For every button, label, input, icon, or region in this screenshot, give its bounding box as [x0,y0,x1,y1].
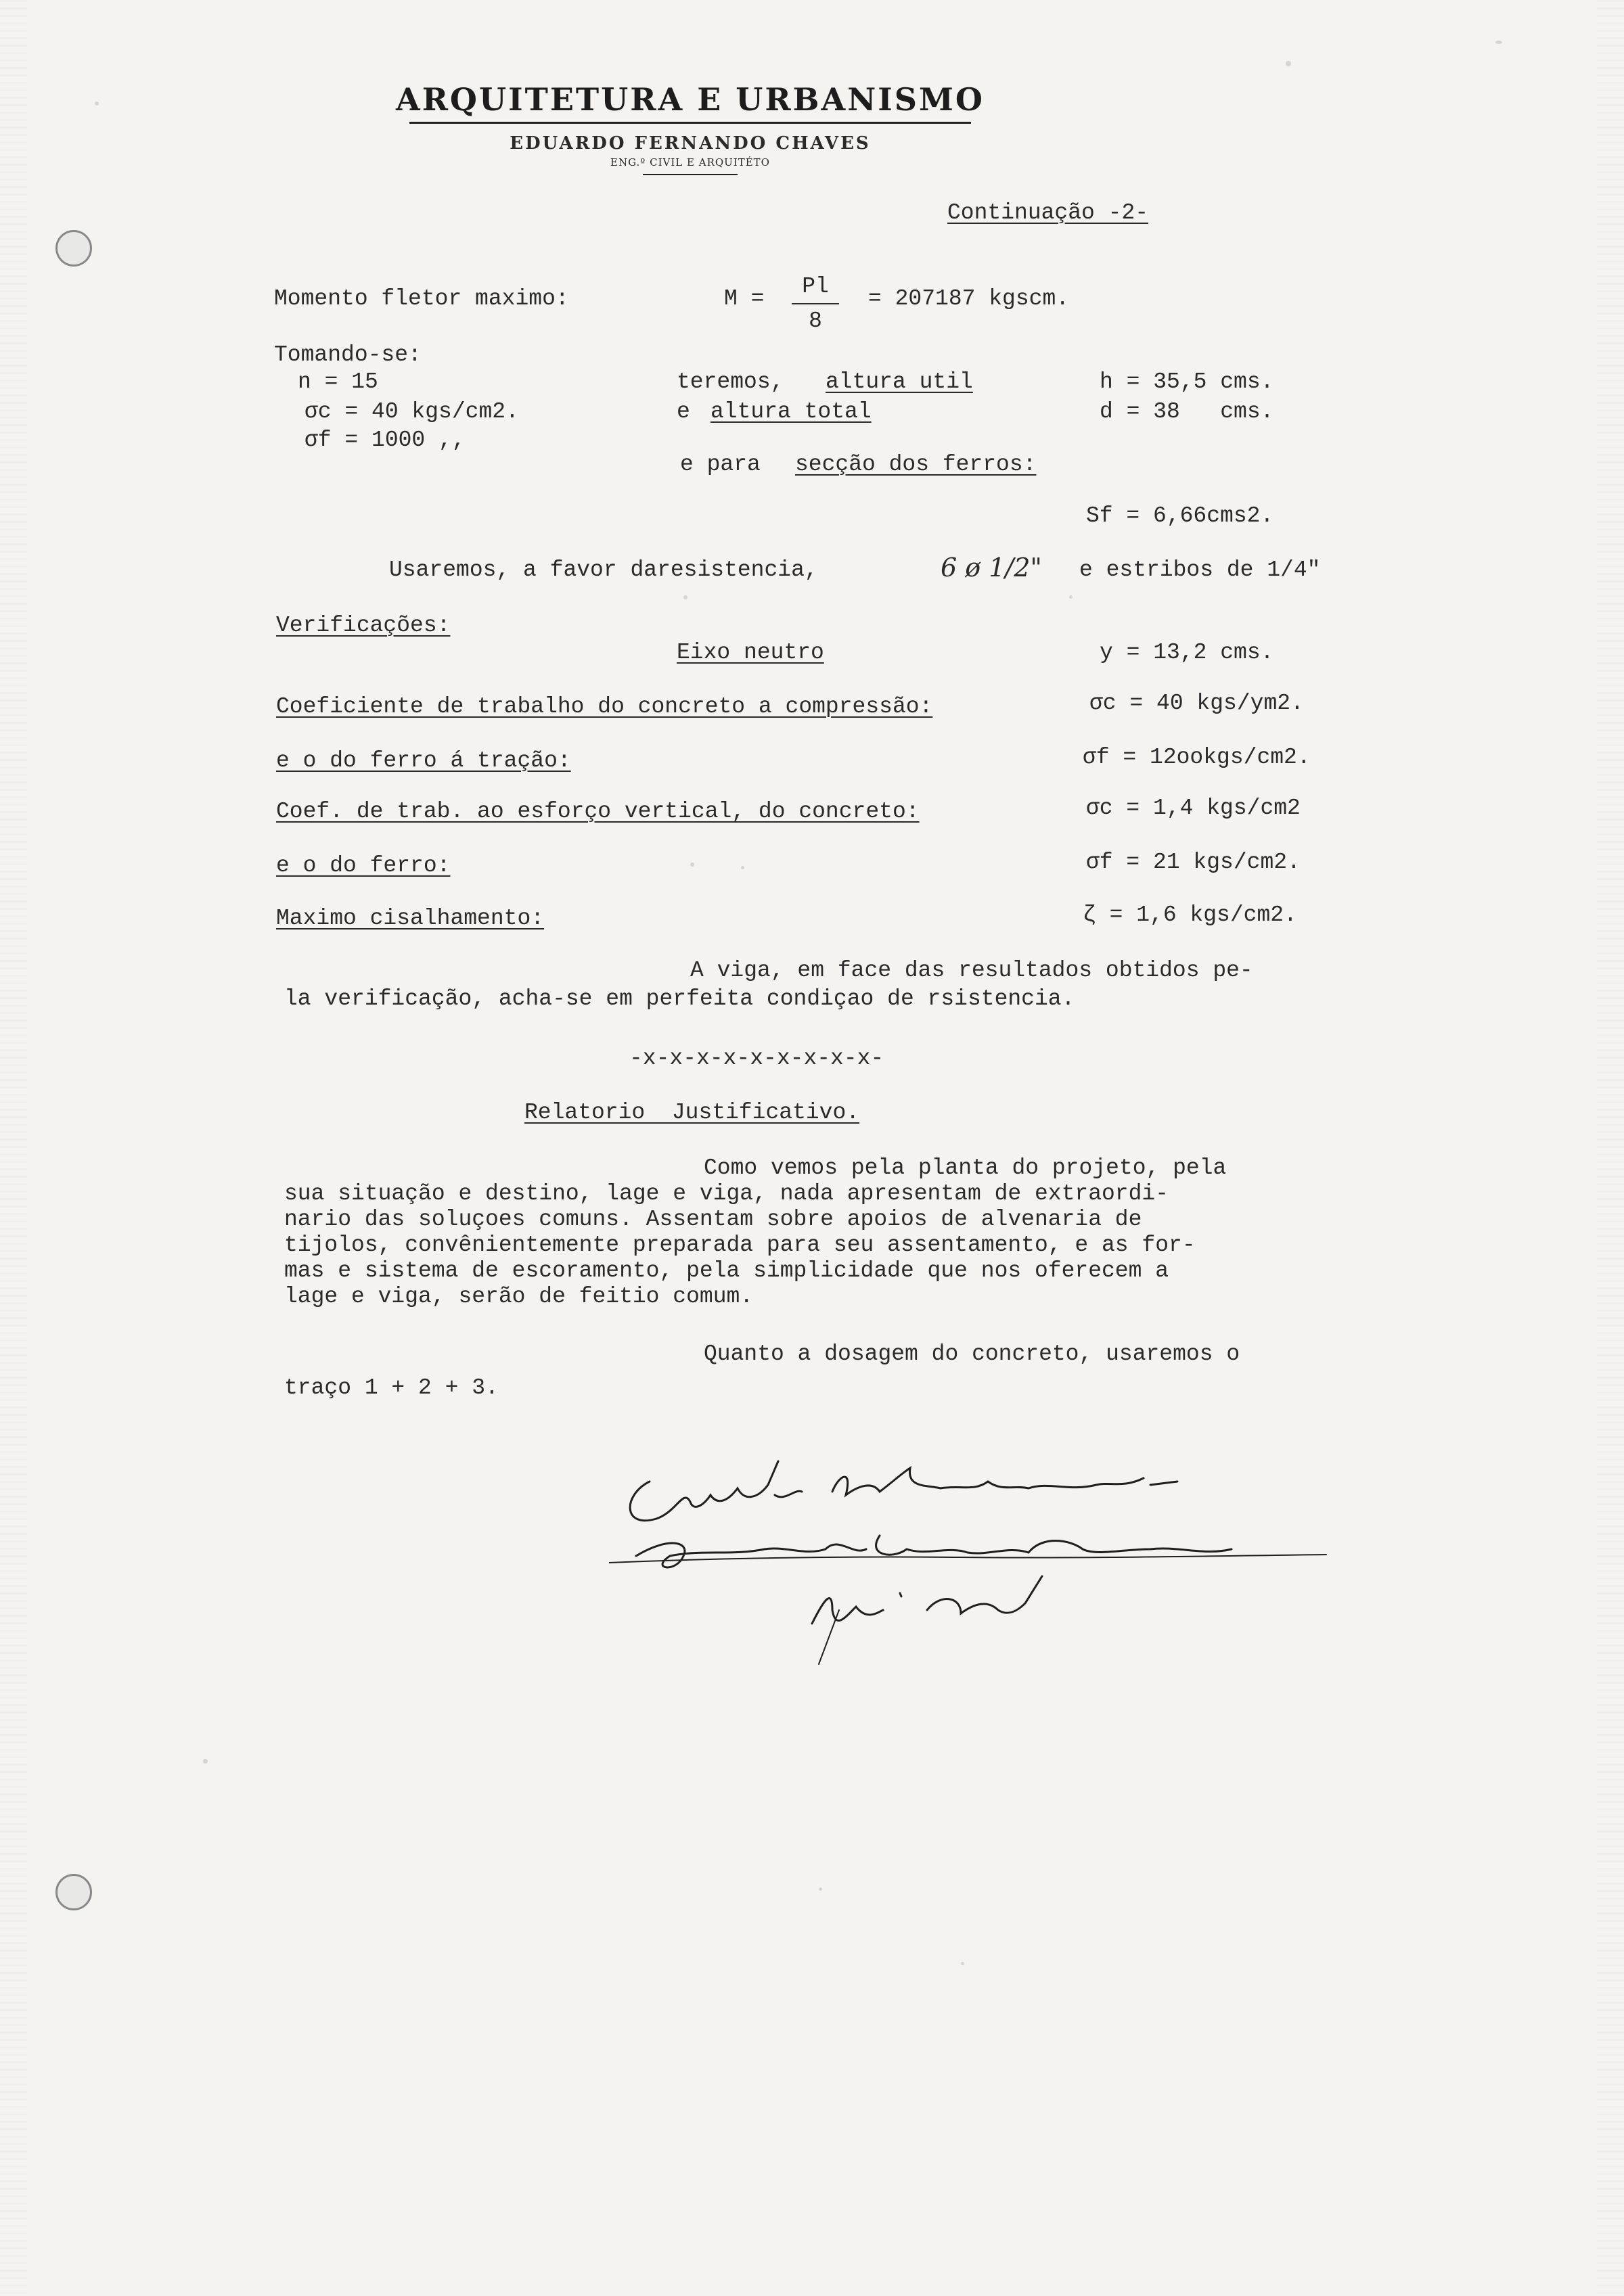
scan-speck [961,1962,964,1965]
punch-hole-bottom [55,1874,92,1910]
verificacao-label: Coeficiente de trabalho do concreto a compressão: [276,694,933,719]
verificacao-value: σc = 1,4 kgs/cm2 [1086,796,1301,821]
scan-speck [741,866,744,869]
usaremos-tail: e estribos de 1/4" [1079,557,1321,582]
letterhead-title: ARQUITETURA E URBANISMO [271,81,1110,124]
verificacao-label: Coef. de trab. ao esforço vertical, do concreto: [276,799,920,824]
letterhead-profession: ENG.º CIVIL E ARQUITÉTO [271,156,1110,175]
altura-total-label: altura total [710,399,872,424]
e-label: e [677,399,690,424]
dosagem-line: traço 1 + 2 + 3. [284,1375,499,1400]
letterhead [271,81,1110,175]
verificacoes-heading: Verificações: [276,613,451,638]
relatorio-line: sua situação e destino, lage e viga, nada apresentam de extraordi- [284,1181,1169,1206]
scan-speck [95,101,99,106]
scan-speck [1069,595,1073,599]
scan-speck [683,595,687,599]
height-util-value: h = 35,5 cms. [1100,369,1274,394]
param-sigma-c: σc = 40 kgs/cm2. [304,399,519,424]
dosagem-line: Quanto a dosagem do concreto, usaremos o [704,1341,1240,1367]
scan-speck [1495,41,1502,44]
relatorio-line: mas e sistema de escoramento, pela simplicidade que nos oferecem a [284,1258,1169,1283]
scan-speck [1286,61,1291,66]
letterhead-name: EDUARDO FERNANDO CHAVES [510,133,871,154]
steel-section-value: Sf = 6,66cms2. [1086,503,1274,528]
eixo-neutro-value: y = 13,2 cms. [1100,640,1274,665]
params-intro: Tomando-se: [274,342,422,367]
altura-util-label: altura util [826,369,973,394]
moment-fraction [792,274,839,334]
scan-edge-left [0,0,27,2296]
scan-edge-right [1597,0,1624,2296]
usaremos-text: Usaremos, a favor daresistencia, [389,557,818,582]
teremos-label: teremos, [677,369,784,394]
handwritten-signature [609,1454,1394,1678]
fraction-numerator: Pl [802,274,829,299]
scan-speck [819,1887,822,1891]
verificacao-label: e o do ferro: [276,853,451,878]
verificacao-label: e o do ferro á tração: [276,748,571,773]
scan-speck [690,863,694,867]
fraction-bar [792,303,839,304]
relatorio-line: Como vemos pela planta do projeto, pela [704,1155,1227,1180]
relatorio-line: lage e viga, serão de feitio comum. [284,1284,754,1309]
verificacao-value: σf = 21 kgs/cm2. [1086,850,1301,875]
param-n: n = 15 [298,369,378,394]
conclusion-line: la verificação, acha-se em perfeita condiçao de rsistencia. [284,986,1075,1011]
verificacao-value: σf = 12ookgs/cm2. [1083,745,1311,770]
section-separator: -x-x-x-x-x-x-x-x-x- [629,1046,884,1071]
scan-speck [203,1759,208,1764]
continuation-label: Continuação -2- [947,200,1149,225]
usaremos-bars: 6 ø 1/2" [941,553,1042,582]
fraction-denominator: 8 [809,308,822,334]
param-sigma-f: σf = 1000 ,, [304,428,466,453]
relatorio-line: tijolos, convênientemente preparada para seu assentamento, e as for- [284,1233,1196,1258]
verificacao-value: ζ = 1,6 kgs/cm2. [1083,902,1297,927]
relatorio-line: nario das soluçoes comuns. Assentam sobre apoios de alvenaria de [284,1207,1142,1232]
conclusion-line: A viga, em face das resultados obtidos pe- [690,958,1253,983]
moment-symbol: M = [724,286,765,311]
height-total-value: d = 38 cms. [1100,399,1274,424]
seccao-label: secção dos ferros: [795,452,1037,477]
verificacao-label: Maximo cisalhamento: [276,906,545,931]
moment-label: Momento fletor maximo: [274,286,569,311]
verificacao-value: σc = 40 kgs/ym2. [1089,691,1304,716]
para-label: e para [680,452,761,477]
relatorio-heading: Relatorio Justificativo. [524,1100,860,1125]
punch-hole-top [55,230,92,267]
eixo-neutro-label: Eixo neutro [677,640,824,665]
moment-result: = 207187 kgscm. [868,286,1070,311]
